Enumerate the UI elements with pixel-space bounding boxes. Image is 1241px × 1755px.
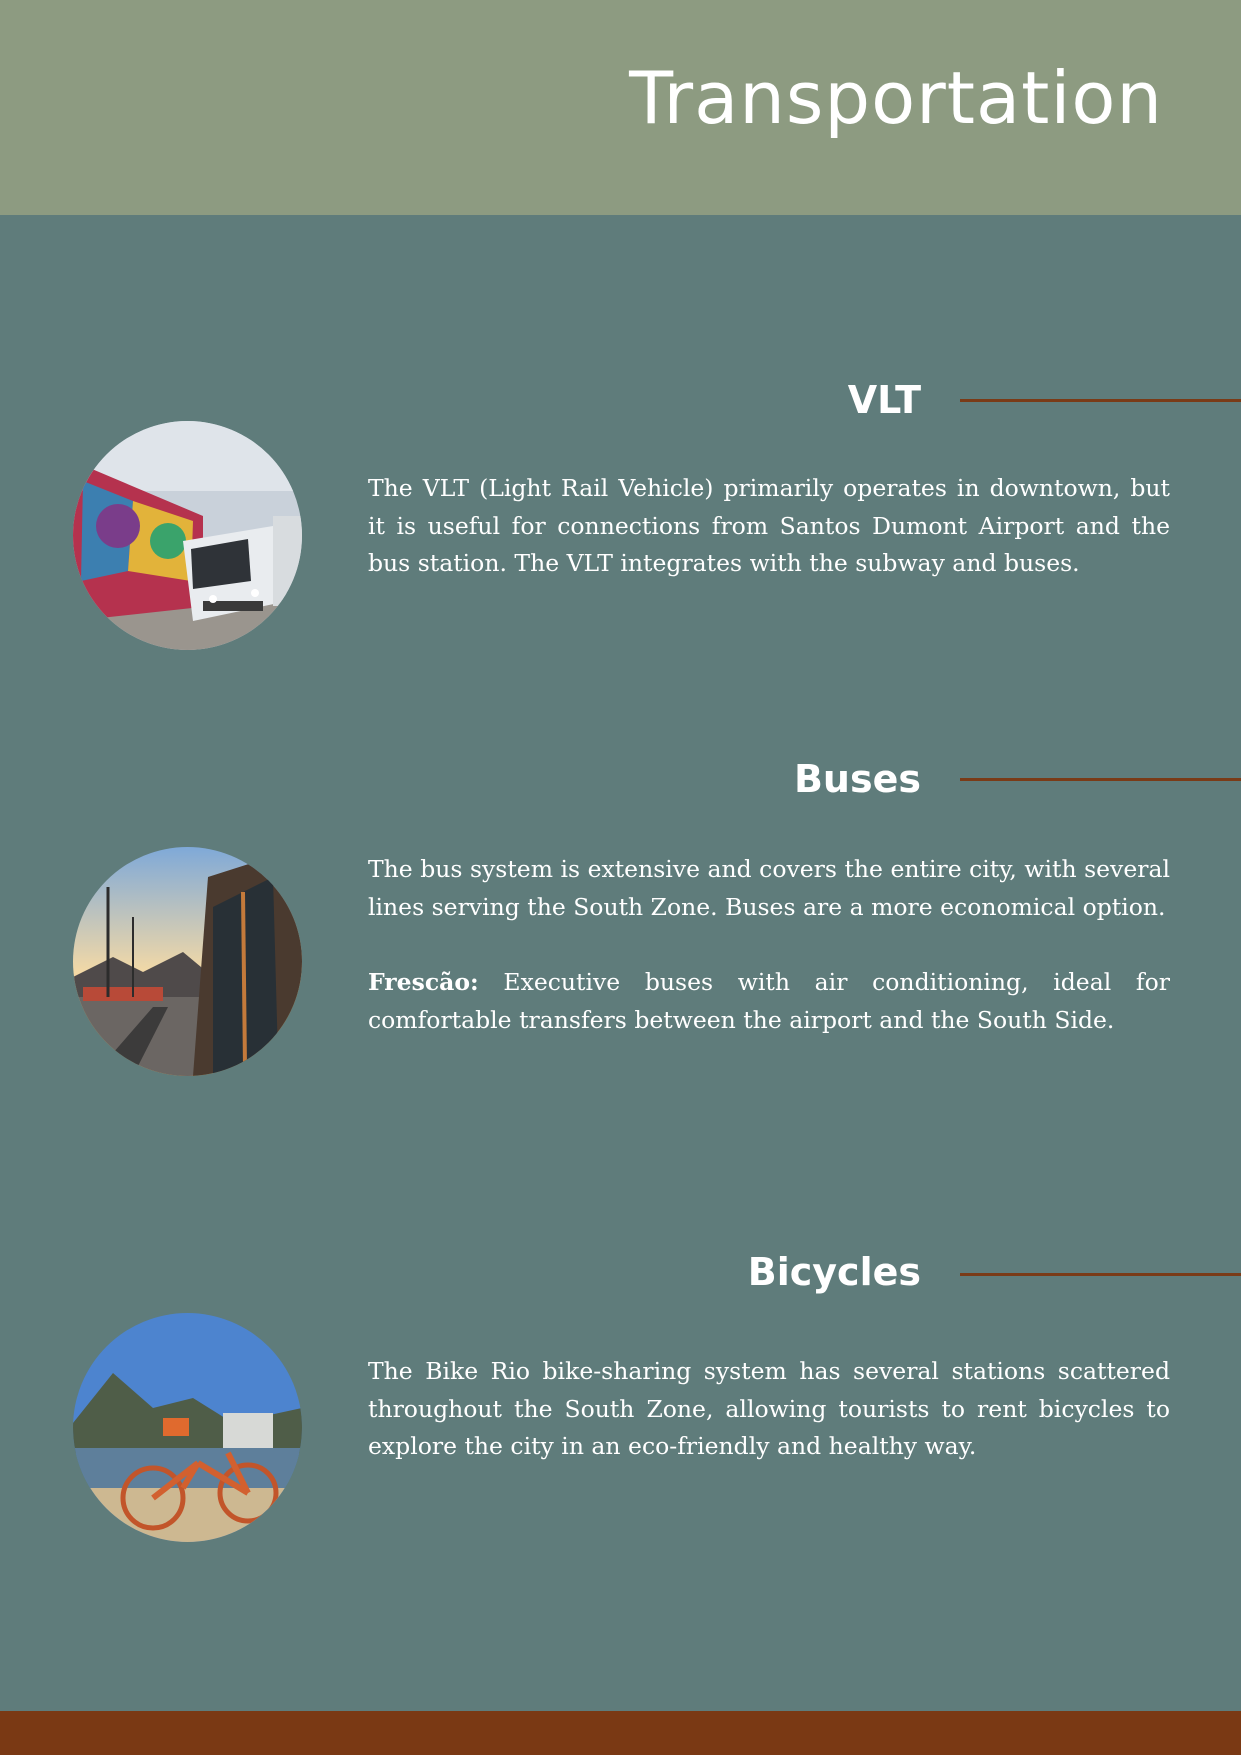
section-text-vlt: The VLT (Light Rail Vehicle) primarily operates in downtown, but it is useful for connections from Santos Dumont Airport and the bus station. The VLT integrates with the subway and buses. bbox=[368, 474, 1170, 577]
section-text-bicycles: The Bike Rio bike-sharing system has several stations scattered throughout the South Zone, allowing tourists to rent bicycles to explore the city in an eco-friendly and healthy way. bbox=[368, 1357, 1170, 1460]
section-divider-bicycles bbox=[960, 1273, 1241, 1276]
bus-photo bbox=[73, 847, 302, 1076]
section-note-frescao bbox=[368, 964, 1170, 1039]
section-heading-bicycles: Bicycles bbox=[747, 1250, 921, 1294]
header-banner bbox=[0, 0, 1241, 215]
section-heading-buses: Buses bbox=[793, 757, 921, 801]
section-divider-vlt bbox=[960, 399, 1241, 402]
section-divider-buses bbox=[960, 778, 1241, 781]
section-heading-vlt: VLT bbox=[847, 378, 921, 422]
page-title: Transportation bbox=[629, 56, 1163, 140]
note-term: Frescão: bbox=[368, 968, 479, 996]
bicycle-photo bbox=[73, 1313, 302, 1542]
tram-photo bbox=[73, 421, 302, 650]
footer-bar bbox=[0, 1711, 1241, 1755]
section-text-buses: The bus system is extensive and covers the entire city, with several lines serving the South Zone. Buses are a more economical option. bbox=[368, 855, 1170, 921]
note-text: Executive buses with air conditioning, ideal for comfortable transfers between the airport and the South Side. bbox=[368, 968, 1170, 1034]
